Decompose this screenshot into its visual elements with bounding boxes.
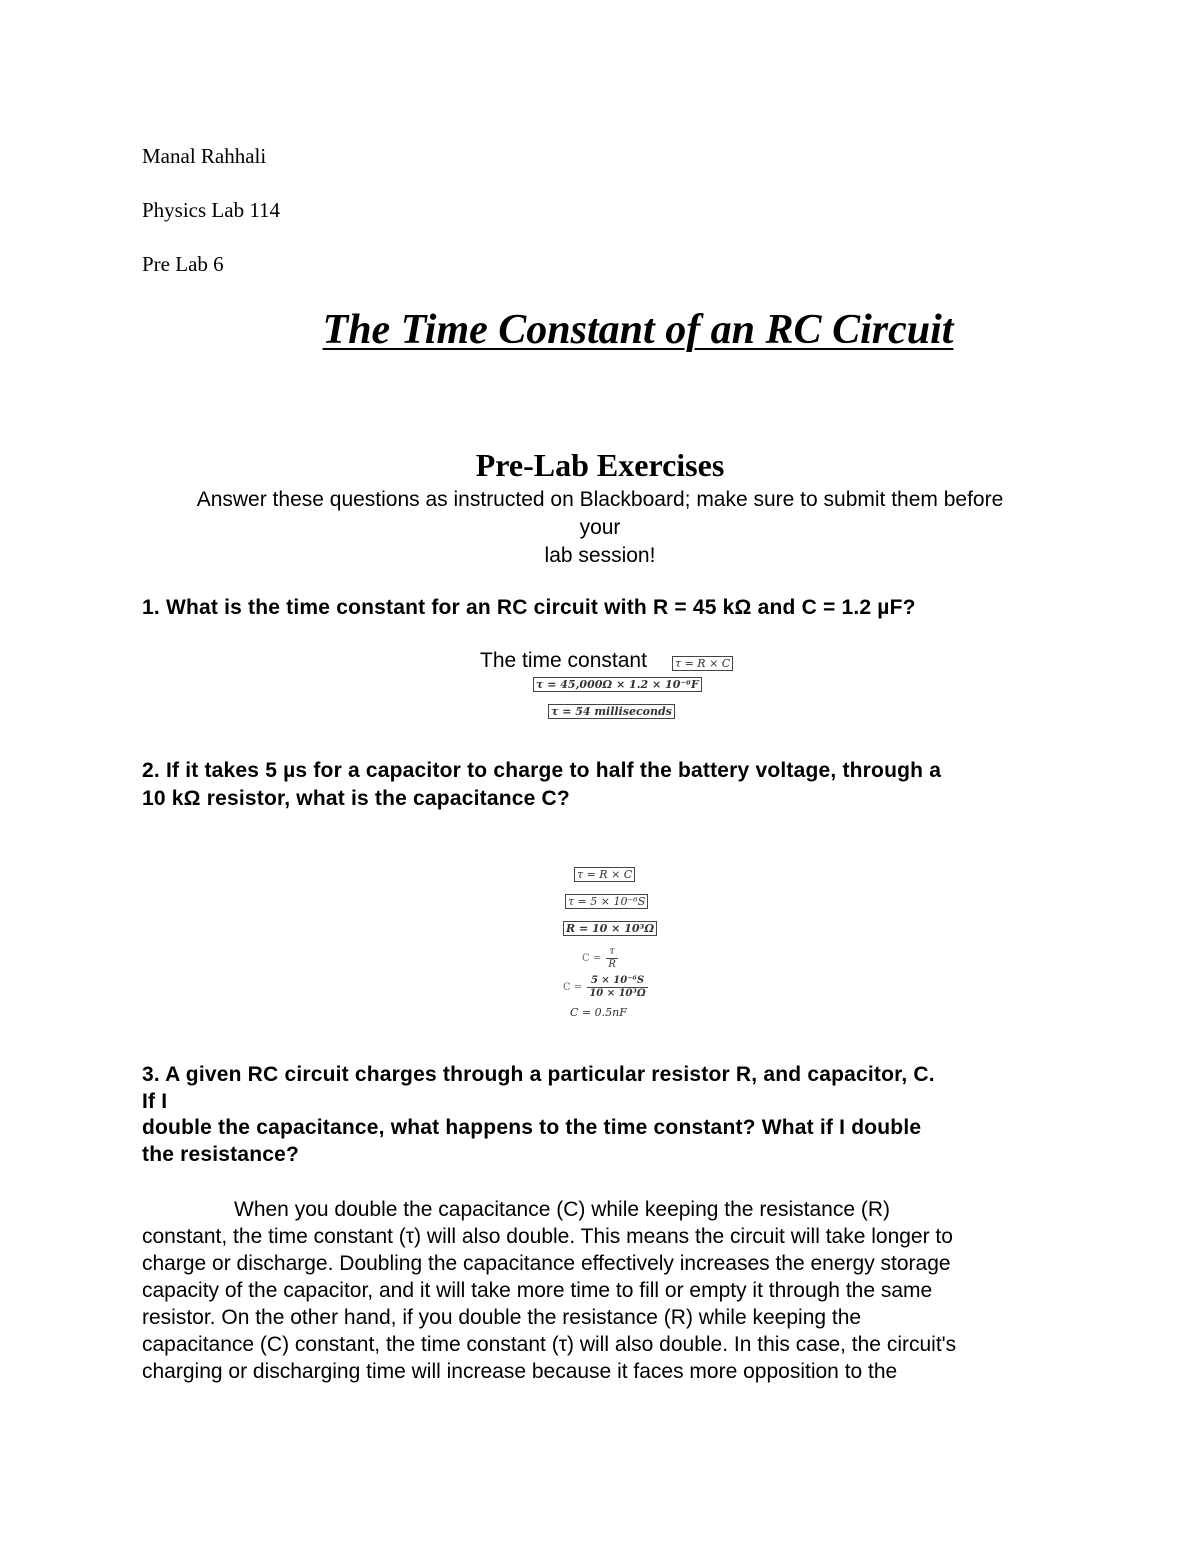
q2-equation-6: C = 0.5nF bbox=[570, 1006, 627, 1019]
q2-eq5-lhs: C = bbox=[563, 982, 583, 993]
question-3-line-1: 3. A given RC circuit charges through a particular resistor R, and capacitor, C. bbox=[142, 1063, 935, 1086]
question-1: 1. What is the time constant for an RC circuit with R = 45 kΩ and C = 1.2 µF? bbox=[142, 596, 916, 619]
intro-line-3: lab session! bbox=[544, 544, 656, 567]
q1-equation-3: τ = 54 milliseconds bbox=[548, 704, 675, 719]
q3-answer-line-3: charge or discharge. Doubling the capacitance effectively increases the energy storage bbox=[142, 1252, 951, 1275]
q1-equation-2: τ = 45,000Ω × 1.2 × 10⁻⁶F bbox=[533, 677, 702, 692]
section-heading: Pre-Lab Exercises bbox=[475, 447, 725, 483]
q2-eq4-fraction bbox=[606, 946, 618, 971]
q2-equation-5 bbox=[563, 975, 648, 1000]
q1-equation-1: τ = R × C bbox=[672, 656, 733, 671]
question-2-line-1: 2. If it takes 5 µs for a capacitor to charge to half the battery voltage, through a bbox=[142, 759, 942, 782]
q2-eq5-numerator: 5 × 10⁻⁶S bbox=[587, 975, 647, 988]
intro-line-1: Answer these questions as instructed on Blackboard; make sure to submit them before bbox=[196, 488, 1004, 511]
q2-eq4-lhs: C = bbox=[582, 953, 602, 964]
lab-label: Pre Lab 6 bbox=[142, 252, 224, 276]
q3-answer-line-1: When you double the capacitance (C) while keeping the resistance (R) bbox=[234, 1198, 891, 1221]
course-name: Physics Lab 114 bbox=[142, 198, 281, 222]
intro-line-2: your bbox=[579, 516, 621, 539]
q3-answer-line-5: resistor. On the other hand, if you double the resistance (R) while keeping the bbox=[142, 1306, 862, 1329]
q3-answer-line-6: capacitance (C) constant, the time constant (τ) will also double. In this case, the circuit's bbox=[142, 1333, 957, 1356]
q2-eq5-fraction bbox=[587, 975, 647, 1000]
q1-answer-lead: The time constant bbox=[480, 649, 647, 672]
student-name: Manal Rahhali bbox=[142, 144, 267, 168]
q3-answer-line-7: charging or discharging time will increase because it faces more opposition to the bbox=[142, 1360, 898, 1383]
q3-answer-line-4: capacity of the capacitor, and it will take more time to fill or empty it through the same bbox=[142, 1279, 933, 1302]
q2-eq4-numerator: τ bbox=[606, 946, 618, 959]
q2-equation-2: τ = 5 × 10⁻⁶S bbox=[565, 894, 648, 909]
question-3-line-4: the resistance? bbox=[142, 1143, 300, 1166]
q2-eq4-denominator: R bbox=[608, 959, 616, 970]
q2-equation-1: τ = R × C bbox=[574, 867, 635, 882]
question-3-line-2: If I bbox=[142, 1090, 168, 1113]
q2-equation-4 bbox=[582, 946, 618, 971]
q3-answer-line-2: constant, the time constant (τ) will also double. This means the circuit will take longer to bbox=[142, 1225, 953, 1248]
q2-eq5-denominator: 10 × 10³Ω bbox=[589, 988, 646, 999]
question-3-line-3: double the capacitance, what happens to the time constant? What if I double bbox=[142, 1116, 922, 1139]
question-2-line-2: 10 kΩ resistor, what is the capacitance C? bbox=[142, 787, 570, 810]
q2-equation-3: R = 10 × 10³Ω bbox=[563, 921, 657, 936]
document-title: The Time Constant of an RC Circuit bbox=[322, 307, 954, 353]
